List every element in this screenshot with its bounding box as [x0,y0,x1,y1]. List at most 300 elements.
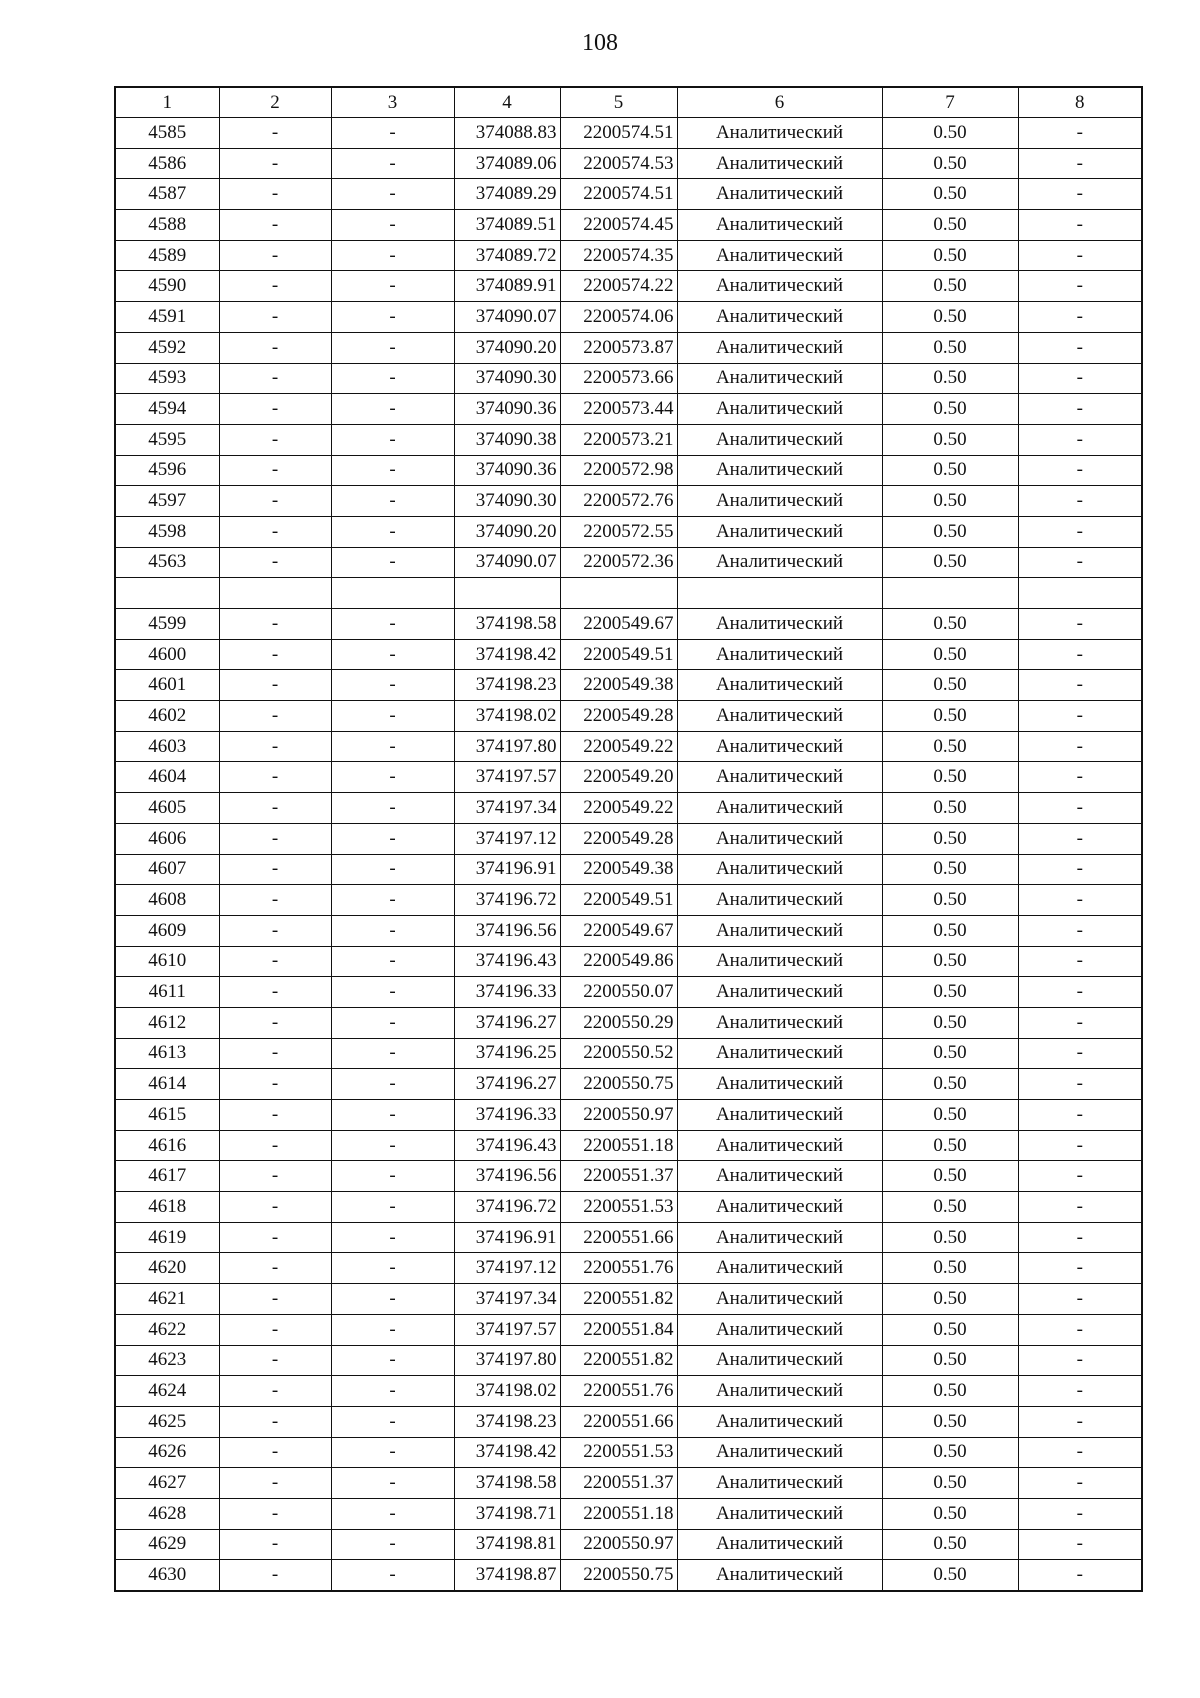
table-cell: 4612 [115,1007,219,1038]
table-cell: - [219,1100,331,1131]
table-cell: Аналитический [677,885,882,916]
table-cell: 0.50 [882,1253,1018,1284]
table-cell: 374196.33 [454,977,560,1008]
table-row [115,1192,1142,1223]
table-cell: Аналитический [677,701,882,732]
table-cell: - [331,1468,454,1499]
table-cell: - [219,731,331,762]
table-cell: 2200574.45 [560,210,677,241]
table-cell: 0.50 [882,547,1018,578]
table-cell: 374198.58 [454,609,560,640]
table-cell: 4618 [115,1192,219,1223]
table-cell: 2200574.22 [560,271,677,302]
table-row [115,240,1142,271]
table-cell: Аналитический [677,363,882,394]
table-cell: 374090.30 [454,486,560,517]
table-cell: 374196.56 [454,915,560,946]
table-cell: 4617 [115,1161,219,1192]
table-cell: 374196.43 [454,946,560,977]
table-cell: 374197.80 [454,731,560,762]
table-row [115,1222,1142,1253]
table-cell: - [1018,670,1142,701]
column-header: 3 [331,87,454,118]
table-cell: 4591 [115,302,219,333]
column-header: 1 [115,87,219,118]
table-cell: 2200550.97 [560,1100,677,1131]
table-cell: 2200550.52 [560,1038,677,1069]
table-cell: - [1018,1222,1142,1253]
table-cell: - [219,1007,331,1038]
table-cell: - [1018,854,1142,885]
table-cell: - [331,1529,454,1560]
table-cell: - [331,1130,454,1161]
table-cell: - [219,1253,331,1284]
table-cell: 0.50 [882,1222,1018,1253]
table-cell: 0.50 [882,609,1018,640]
table-cell: 0.50 [882,670,1018,701]
table-cell: Аналитический [677,823,882,854]
table-cell: 0.50 [882,854,1018,885]
table-cell: 2200574.06 [560,302,677,333]
table-cell: - [219,823,331,854]
table-cell: - [1018,148,1142,179]
table-cell: 0.50 [882,977,1018,1008]
table-cell: - [219,1192,331,1223]
table-cell: 4621 [115,1284,219,1315]
table-cell: - [1018,516,1142,547]
table-cell: 374197.12 [454,1253,560,1284]
table-cell: - [1018,1468,1142,1499]
table-cell: - [219,1130,331,1161]
table-cell: 2200572.55 [560,516,677,547]
table-cell: - [1018,885,1142,916]
table-row [115,1498,1142,1529]
table-cell: 0.50 [882,148,1018,179]
table-cell: 4596 [115,455,219,486]
table-cell: - [331,210,454,241]
table-cell: 374090.07 [454,302,560,333]
table-row [115,210,1142,241]
table-cell: 374090.36 [454,394,560,425]
table-row [115,118,1142,149]
table-cell: 4629 [115,1529,219,1560]
table-cell: - [331,516,454,547]
table-cell: 0.50 [882,486,1018,517]
table-row [115,762,1142,793]
table-row [115,670,1142,701]
table-cell: 0.50 [882,762,1018,793]
empty-cell [454,578,560,609]
table-cell: 0.50 [882,1100,1018,1131]
table-cell: - [1018,793,1142,824]
table-cell: Аналитический [677,547,882,578]
table-cell: 2200574.53 [560,148,677,179]
table-cell: - [331,946,454,977]
table-cell: - [1018,1406,1142,1437]
table-cell: 0.50 [882,118,1018,149]
table-cell: 0.50 [882,1161,1018,1192]
table-cell: Аналитический [677,179,882,210]
table-cell: 4592 [115,332,219,363]
table-cell: 0.50 [882,1468,1018,1499]
table-cell: 2200549.28 [560,701,677,732]
table-cell: 0.50 [882,1406,1018,1437]
table-cell: 374089.91 [454,271,560,302]
table-cell: - [219,639,331,670]
table-cell: - [1018,915,1142,946]
table-cell: 374198.02 [454,1376,560,1407]
table-cell: 0.50 [882,1560,1018,1591]
table-cell: 4603 [115,731,219,762]
table-row [115,1376,1142,1407]
table-cell: Аналитический [677,1253,882,1284]
table-cell: 4630 [115,1560,219,1591]
table-cell: 4607 [115,854,219,885]
table-cell: 4614 [115,1069,219,1100]
table-cell: Аналитический [677,1100,882,1131]
table-cell: - [1018,731,1142,762]
table-row [115,1007,1142,1038]
table-cell: - [1018,1192,1142,1223]
table-cell: - [1018,1038,1142,1069]
empty-cell [677,578,882,609]
table-cell: Аналитический [677,1345,882,1376]
table-cell: 2200572.36 [560,547,677,578]
table-cell: - [331,1437,454,1468]
table-cell: 4601 [115,670,219,701]
table-row [115,609,1142,640]
table-cell: - [331,1100,454,1131]
table-cell: - [331,639,454,670]
table-cell: - [331,823,454,854]
table-cell: Аналитический [677,1376,882,1407]
table-cell: Аналитический [677,1161,882,1192]
table-cell: - [331,1161,454,1192]
table-cell: Аналитический [677,946,882,977]
table-cell: 2200573.66 [560,363,677,394]
table-cell: 0.50 [882,1007,1018,1038]
table-cell: 4628 [115,1498,219,1529]
table-cell: - [331,1007,454,1038]
table-cell: - [219,302,331,333]
table-cell: Аналитический [677,486,882,517]
table-cell: - [1018,1284,1142,1315]
table-cell: 0.50 [882,1314,1018,1345]
table-row [115,547,1142,578]
table-cell: Аналитический [677,1130,882,1161]
table-cell: - [331,885,454,916]
table-cell: - [1018,1007,1142,1038]
table-cell: 0.50 [882,1284,1018,1315]
table-cell: 2200549.20 [560,762,677,793]
table-row [115,946,1142,977]
table-cell: Аналитический [677,670,882,701]
table-cell: 374090.20 [454,516,560,547]
table-cell: - [1018,210,1142,241]
table-cell: 374196.43 [454,1130,560,1161]
table-cell: - [331,977,454,1008]
table-cell: 374197.12 [454,823,560,854]
table-cell: Аналитический [677,1560,882,1591]
table-cell: Аналитический [677,1007,882,1038]
table-cell: 0.50 [882,701,1018,732]
table-row [115,148,1142,179]
table-cell: 2200549.22 [560,731,677,762]
table-cell: 2200549.28 [560,823,677,854]
table-cell: 4602 [115,701,219,732]
table-row [115,1069,1142,1100]
table-cell: 374197.57 [454,1314,560,1345]
table-cell: - [331,486,454,517]
table-cell: 374090.20 [454,332,560,363]
table-cell: 2200550.29 [560,1007,677,1038]
table-row [115,639,1142,670]
table-cell: - [331,1192,454,1223]
table-cell: - [331,1560,454,1591]
table-cell: - [331,1253,454,1284]
table-cell: 374196.91 [454,1222,560,1253]
table-cell: - [219,946,331,977]
table-cell: 0.50 [882,639,1018,670]
table-cell: - [331,1498,454,1529]
table-row [115,1161,1142,1192]
table-cell: 4589 [115,240,219,271]
table-row [115,885,1142,916]
empty-cell [115,578,219,609]
table-cell: - [1018,1529,1142,1560]
table-row [115,1038,1142,1069]
table-row [115,1253,1142,1284]
table-cell: 4606 [115,823,219,854]
table-cell: 374196.72 [454,1192,560,1223]
table-cell: - [331,302,454,333]
table-cell: - [219,1529,331,1560]
table-cell: 2200573.87 [560,332,677,363]
table-cell: 0.50 [882,1345,1018,1376]
table-cell: 4590 [115,271,219,302]
table-cell: 374090.36 [454,455,560,486]
table-cell: 2200551.66 [560,1222,677,1253]
table-row [115,1406,1142,1437]
table-cell: 2200551.84 [560,1314,677,1345]
table-cell: 374197.34 [454,1284,560,1315]
table-cell: 2200549.67 [560,915,677,946]
table-cell: - [219,915,331,946]
table-cell: 2200573.21 [560,424,677,455]
table-cell: - [219,670,331,701]
table-cell: 4593 [115,363,219,394]
table-cell: - [1018,424,1142,455]
table-cell: - [331,1069,454,1100]
table-cell: 0.50 [882,363,1018,394]
table-cell: - [1018,1345,1142,1376]
table-cell: - [1018,332,1142,363]
table-cell: - [219,547,331,578]
table-cell: - [331,701,454,732]
table-cell: - [331,394,454,425]
table-cell: 374198.42 [454,639,560,670]
table-cell: - [331,547,454,578]
table-cell: - [1018,394,1142,425]
table-cell: - [219,854,331,885]
table-cell: 374198.71 [454,1498,560,1529]
table-cell: Аналитический [677,609,882,640]
table-cell: 374090.07 [454,547,560,578]
table-row [115,1437,1142,1468]
table-cell: 2200572.98 [560,455,677,486]
empty-cell [219,578,331,609]
table-cell: 374197.57 [454,762,560,793]
table-cell: - [331,609,454,640]
table-cell: - [219,1161,331,1192]
table-cell: - [331,332,454,363]
table-cell: 0.50 [882,1069,1018,1100]
table-cell: Аналитический [677,455,882,486]
table-cell: 2200574.51 [560,179,677,210]
table-cell: 374196.27 [454,1007,560,1038]
table-cell: 2200572.76 [560,486,677,517]
table-cell: 0.50 [882,1529,1018,1560]
table-cell: - [1018,639,1142,670]
table-cell: - [219,1222,331,1253]
table-cell: Аналитический [677,731,882,762]
table-cell: - [331,455,454,486]
table-cell: 0.50 [882,1376,1018,1407]
table-row [115,1529,1142,1560]
table-cell: 0.50 [882,1437,1018,1468]
table-cell: Аналитический [677,915,882,946]
table-row [115,332,1142,363]
table-cell: Аналитический [677,1314,882,1345]
table-row [115,516,1142,547]
table-cell: 4585 [115,118,219,149]
table-cell: 2200551.82 [560,1345,677,1376]
table-cell: - [219,1406,331,1437]
table-cell: - [1018,1314,1142,1345]
table-cell: - [219,179,331,210]
table-row [115,793,1142,824]
table-row [115,701,1142,732]
table-cell: Аналитический [677,1498,882,1529]
table-cell: 4619 [115,1222,219,1253]
table-cell: - [1018,1437,1142,1468]
table-cell: 4605 [115,793,219,824]
table-cell: - [219,394,331,425]
table-cell: - [219,701,331,732]
table-cell: - [331,1222,454,1253]
table-cell: - [331,762,454,793]
table-cell: - [1018,609,1142,640]
page-number: 108 [582,30,618,56]
table-cell: 4620 [115,1253,219,1284]
table-row [115,1345,1142,1376]
table-cell: 2200574.51 [560,118,677,149]
table-cell: - [219,1560,331,1591]
table-cell: 0.50 [882,210,1018,241]
table-row [115,1284,1142,1315]
table-row [115,394,1142,425]
table-cell: 4595 [115,424,219,455]
table-cell: - [219,793,331,824]
table-cell: 2200574.35 [560,240,677,271]
table-cell: 4616 [115,1130,219,1161]
table-cell: 2200551.18 [560,1130,677,1161]
table-cell: Аналитический [677,1192,882,1223]
table-cell: - [331,271,454,302]
table-row [115,363,1142,394]
table-cell: - [331,363,454,394]
table-cell: 0.50 [882,179,1018,210]
table-cell: Аналитический [677,1406,882,1437]
table-cell: 2200551.53 [560,1192,677,1223]
table-cell: 2200550.75 [560,1560,677,1591]
table-cell: - [219,240,331,271]
table-cell: Аналитический [677,394,882,425]
table-cell: 374198.81 [454,1529,560,1560]
table-row [115,1130,1142,1161]
table-cell: - [219,1468,331,1499]
table-cell: - [331,793,454,824]
table-cell: Аналитический [677,977,882,1008]
table-cell: - [219,148,331,179]
table-cell: 4604 [115,762,219,793]
table-row [115,1468,1142,1499]
table-cell: - [219,1376,331,1407]
table-cell: - [219,118,331,149]
table-cell: 2200551.37 [560,1161,677,1192]
table-cell: - [1018,1376,1142,1407]
table-cell: - [1018,302,1142,333]
table-cell: 4599 [115,609,219,640]
table-cell: 374197.34 [454,793,560,824]
column-header: 2 [219,87,331,118]
table-cell: 4622 [115,1314,219,1345]
table-cell: - [219,516,331,547]
table-cell: 0.50 [882,424,1018,455]
table-cell: 4608 [115,885,219,916]
table-cell: 374196.33 [454,1100,560,1131]
table-cell: 4594 [115,394,219,425]
table-cell: - [1018,1253,1142,1284]
table-cell: Аналитический [677,1069,882,1100]
table-cell: Аналитический [677,210,882,241]
table-cell: 4611 [115,977,219,1008]
table-cell: 0.50 [882,823,1018,854]
table-cell: 0.50 [882,1130,1018,1161]
table-cell: 2200551.18 [560,1498,677,1529]
table-cell: 0.50 [882,946,1018,977]
table-row [115,179,1142,210]
table-cell: - [219,363,331,394]
table-cell: - [331,915,454,946]
table-cell: - [331,731,454,762]
table-cell: Аналитический [677,302,882,333]
table-header-row [115,87,1142,118]
table-body [115,118,1142,1592]
table-cell: - [331,179,454,210]
table-cell: 374196.27 [454,1069,560,1100]
table-cell: - [219,424,331,455]
table-cell: 4625 [115,1406,219,1437]
table-cell: 374198.58 [454,1468,560,1499]
table-cell: 0.50 [882,885,1018,916]
table-cell: 2200549.38 [560,670,677,701]
table-cell: 0.50 [882,394,1018,425]
table-cell: 4613 [115,1038,219,1069]
table-cell: 4600 [115,639,219,670]
table-cell: - [219,762,331,793]
table-cell: 2200551.37 [560,1468,677,1499]
